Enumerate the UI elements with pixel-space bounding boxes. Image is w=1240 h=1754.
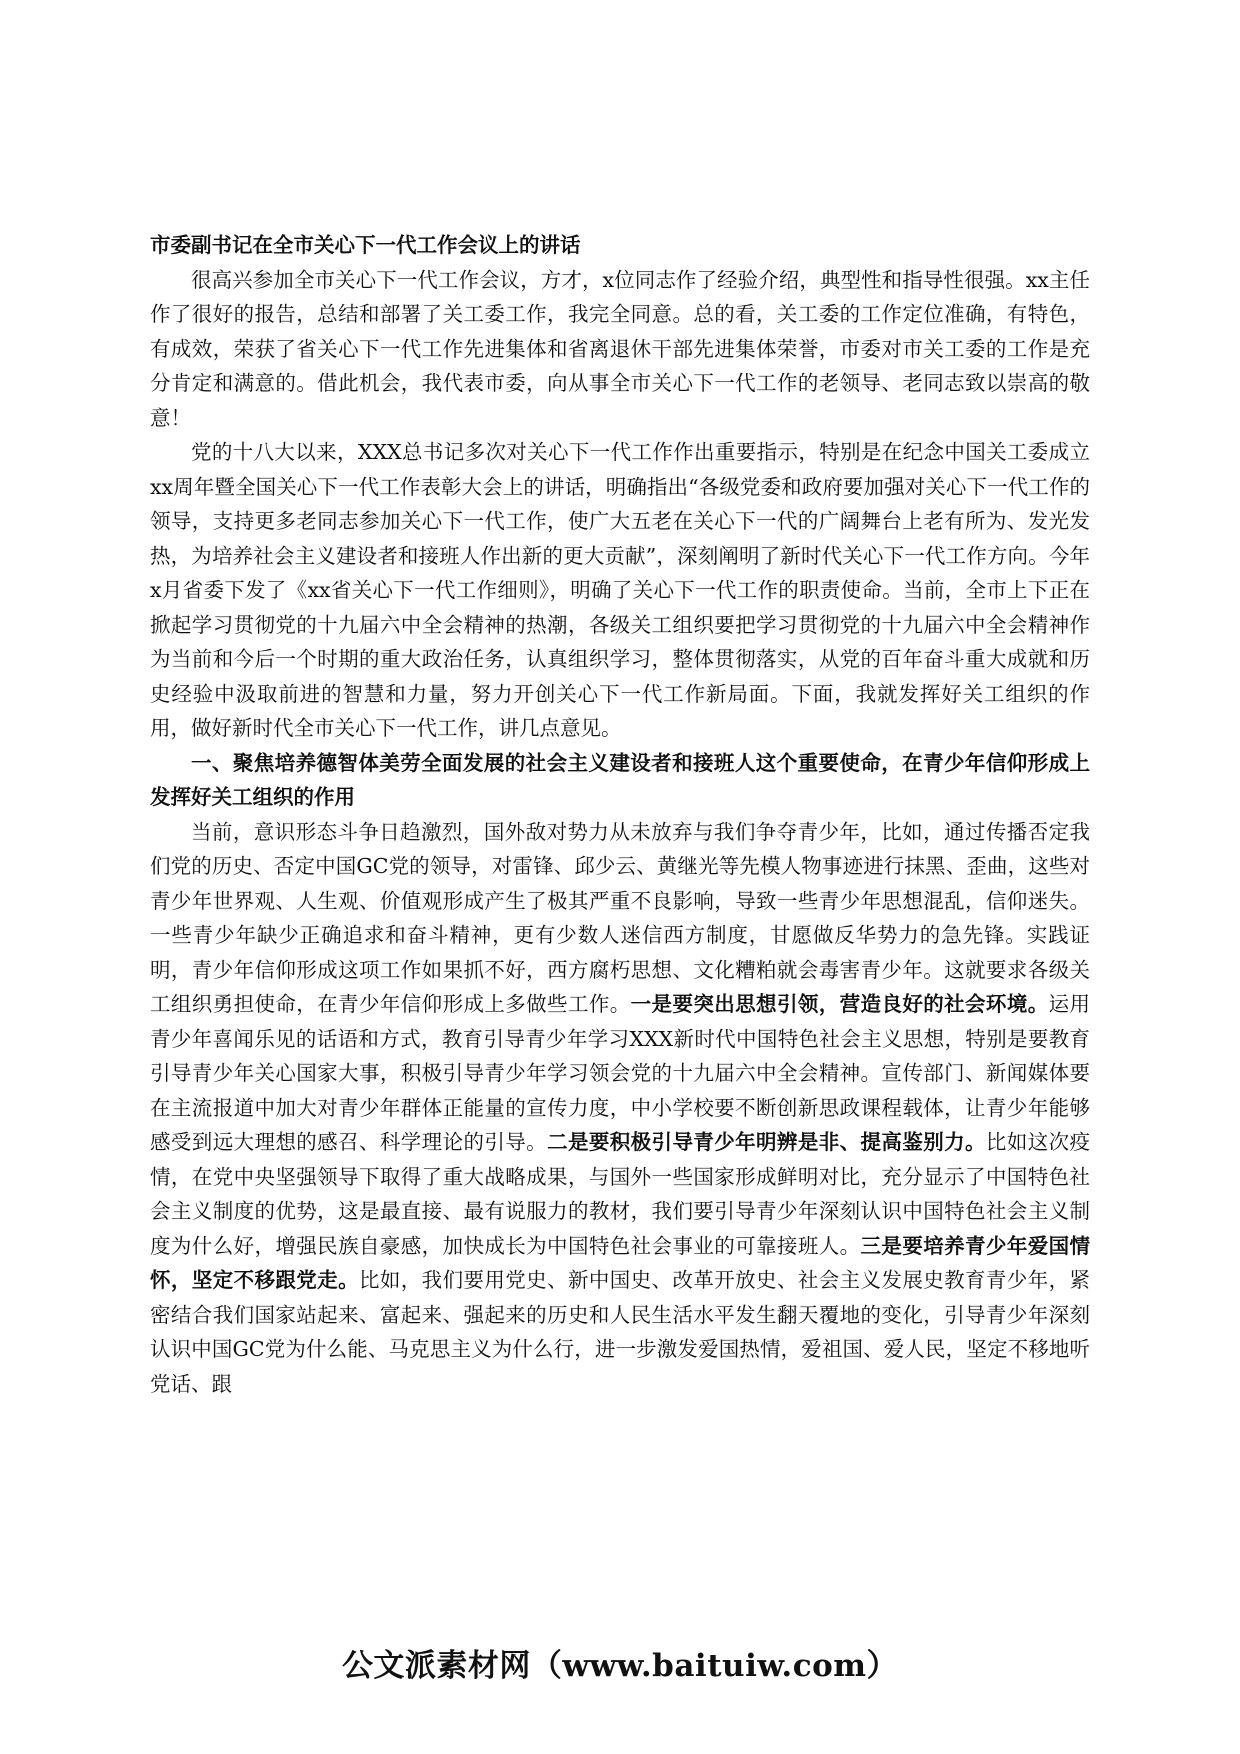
paragraph-section-1: [150, 815, 1090, 1402]
paragraph-opening: 很高兴参加全市关心下一代工作会议，方才，x位同志作了经验介绍，典型性和指导性很强。xx主任作了很好的报告，总结和部署了关工委工作，我完全同意。总的看，关工委的工作定位准确，有特色，有成效，荣获了省关心下一代工作先进集体和省离退休干部先进集体荣誉，市委对市关工委的工作是充分肯定和满意的。借此机会，我代表市委，向从事全市关心下一代工作的老领导、老同志致以崇高的敬意！: [150, 267, 1090, 430]
document-body: [150, 228, 1090, 1401]
point-3-heading: 三是要培养青少年爱国情怀，坚定不移跟党走。: [150, 1233, 1091, 1292]
section-heading-1: 一、聚焦培养德智体美劳全面发展的社会主义建设者和接班人这个重要使命，在青少年信仰形成上发挥好关工组织的作用: [150, 750, 1090, 809]
point-1-text: 运用青少年喜闻乐见的话语和方式，教育引导青少年学习XXX新时代中国特色社会主义思想，特别是要教育引导青少年关心国家大事，积极引导青少年学习领会党的十九届六中全会精神。宣传部门、新闻媒体要在主流报道中加大对青少年群体正能量的宣传力度，中小学校要不断创新思政课程载体，让青少年能够感受到远大理想的感召、科学理论的引导。: [150, 992, 1091, 1154]
point-2-heading: 二是要积极引导青少年明辨是非、提高鉴别力。: [547, 1130, 986, 1154]
point-2-text: 比如这次疫情，在党中央坚强领导下取得了重大战略成果，与国外一些国家形成鲜明对比，充分显示了中国特色社会主义制度的优势，这是最直接、最有说服力的教材，我们要引导青少年深刻认识中国特色社会主义制度为什么好，增强民族自豪感，加快成长为中国特色社会事业的可靠接班人。: [150, 1130, 1091, 1258]
paragraph-section-1-intro: 当前，意识形态斗争日趋激烈，国外敌对势力从未放弃与我们争夺青少年，比如，通过传播否定我们党的历史、否定中国GC党的领导，对雷锋、邱少云、黄继光等先模人物事迹进行抹黑、歪曲，这些对青少年世界观、人生观、价值观形成产生了极其严重不良影响，导致一些青少年思想混乱，信仰迷失。一些青少年缺少正确追求和奋斗精神，更有少数人迷信西方制度，甘愿做反华势力的急先锋。实践证明，青少年信仰形成这项工作如果抓不好，西方腐朽思想、文化糟粕就会毒害青少年。这就要求各级关工组织勇担使命，在青少年信仰形成上多做些工作。: [150, 819, 1090, 1016]
point-1-heading: 一是要突出思想引领，营造良好的社会环境。: [630, 992, 1049, 1016]
footer-source: 公文派素材网（www.baituiw.com）: [341, 1648, 899, 1684]
document-title: 市委副书记在全市关心下一代工作会议上的讲话: [150, 233, 581, 257]
paragraph-background: 党的十八大以来，XXX总书记多次对关心下一代工作作出重要指示，特别是在纪念中国关工委成立xx周年暨全国关心下一代工作表彰大会上的讲话，明确指出“各级党委和政府要加强对关心下一代工作的领导，支持更多老同志参加关心下一代工作，使广大五老在关心下一代的广阔舞台上老有所为、发光发热，为培养社会主义建设者和接班人作出新的更大贡献”，深刻阐明了新时代关心下一代工作方向。今年x月省委下发了《xx省关心下一代工作细则》，明确了关心下一代工作的职责使命。当前，全市上下正在掀起学习贯彻党的十九届六中全会精神的热潮，各级关工组织要把学习贯彻党的十九届六中全会精神作为当前和今后一个时期的重大政治任务，认真组织学习，整体贯彻落实，从党的百年奋斗重大成就和历史经验中汲取前进的智慧和力量，努力开创关心下一代工作新局面。下面，我就发挥好关工组织的作用，做好新时代全市关心下一代工作，讲几点意见。: [150, 440, 1090, 740]
point-3-text: 比如，我们要用党史、新中国史、改革开放史、社会主义发展史教育青少年，紧密结合我们国家站起来、富起来、强起来的历史和人民生活水平发生翻天覆地的变化，引导青少年深刻认识中国GC党为什么能、马克思主义为什么行，进一步激发爱国热情，爱祖国、爱人民，坚定不移地听党话、跟: [150, 1268, 1091, 1396]
